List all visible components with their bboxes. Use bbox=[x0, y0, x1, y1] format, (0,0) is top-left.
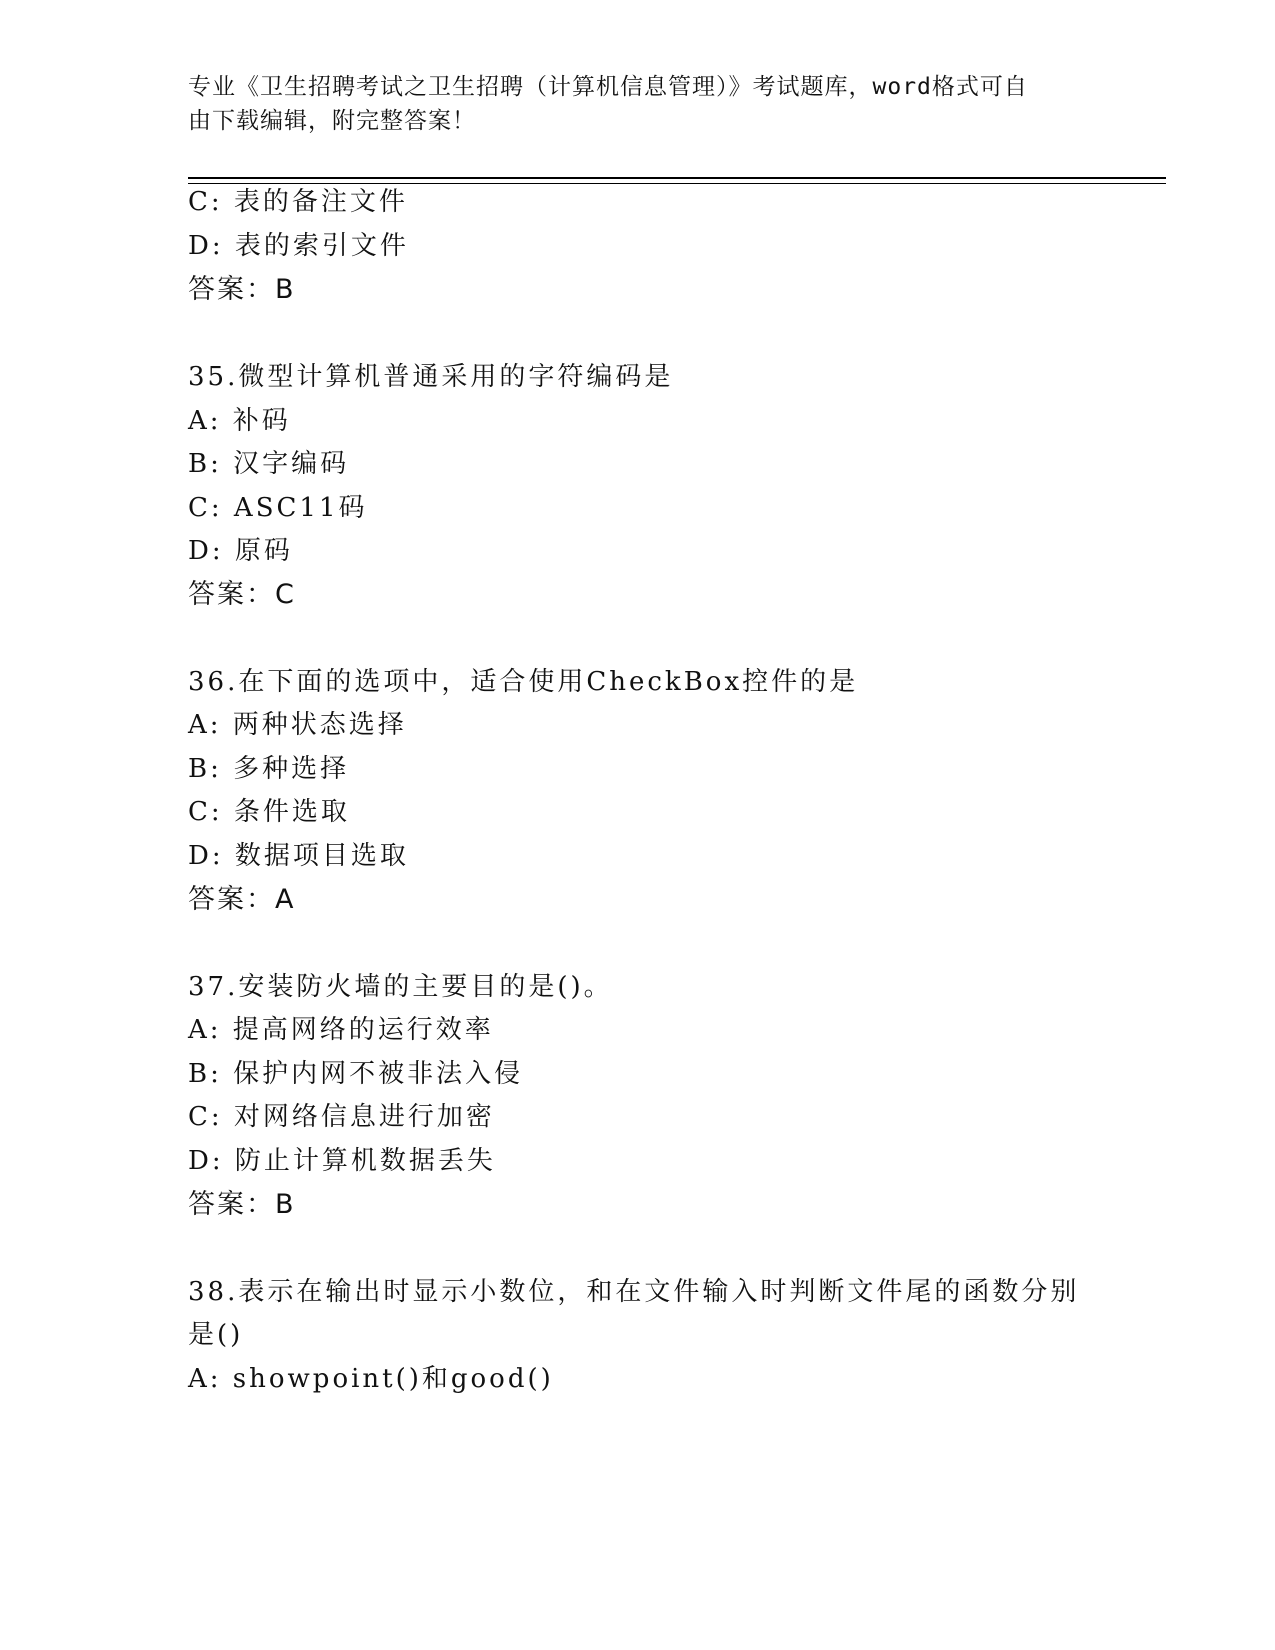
option-a-q36: A: 两种状态选择 bbox=[188, 710, 407, 740]
option-d-q34: D: 表的索引文件 bbox=[188, 231, 409, 261]
header-line-2: 由下载编辑，附完整答案！ bbox=[188, 108, 476, 134]
question-36: 36.在下面的选项中，适合使用CheckBox控件的是 bbox=[188, 667, 859, 697]
option-d-q35: D: 原码 bbox=[188, 536, 293, 566]
option-d-q36: D: 数据项目选取 bbox=[188, 841, 409, 871]
option-b-q37: B: 保护内网不被非法入侵 bbox=[188, 1059, 524, 1089]
question-37: 37.安装防火墙的主要目的是()。 bbox=[188, 972, 613, 1002]
option-c-q34: C: 表的备注文件 bbox=[188, 187, 408, 217]
question-38-continued: 是() bbox=[188, 1320, 244, 1350]
option-d-q37: D: 防止计算机数据丢失 bbox=[188, 1146, 496, 1176]
answer-q36: 答案：A bbox=[188, 884, 296, 915]
answer-q34: 答案：B bbox=[188, 274, 296, 305]
document-header bbox=[188, 70, 1068, 138]
question-38: 38.表示在输出时显示小数位，和在文件输入时判断文件尾的函数分别 bbox=[188, 1277, 1080, 1307]
answer-q35: 答案：C bbox=[188, 579, 296, 610]
answer-q37: 答案：B bbox=[188, 1189, 296, 1220]
option-a-q35: A: 补码 bbox=[188, 406, 291, 436]
option-b-q35: B: 汉字编码 bbox=[188, 449, 350, 479]
option-c-q36: C: 条件选取 bbox=[188, 797, 350, 827]
option-a-q37: A: 提高网络的运行效率 bbox=[188, 1015, 494, 1045]
option-b-q36: B: 多种选择 bbox=[188, 754, 350, 784]
option-a-q38: A: showpoint()和good() bbox=[188, 1364, 554, 1394]
header-divider-thick bbox=[188, 177, 1166, 179]
question-35: 35.微型计算机普通采用的字符编码是 bbox=[188, 362, 674, 392]
header-line-1: 专业《卫生招聘考试之卫生招聘（计算机信息管理）》考试题库，word格式可自 bbox=[188, 74, 1028, 100]
option-c-q37: C: 对网络信息进行加密 bbox=[188, 1102, 495, 1132]
option-c-q35: C: ASC11码 bbox=[188, 493, 368, 523]
header-divider-thin bbox=[188, 183, 1166, 184]
